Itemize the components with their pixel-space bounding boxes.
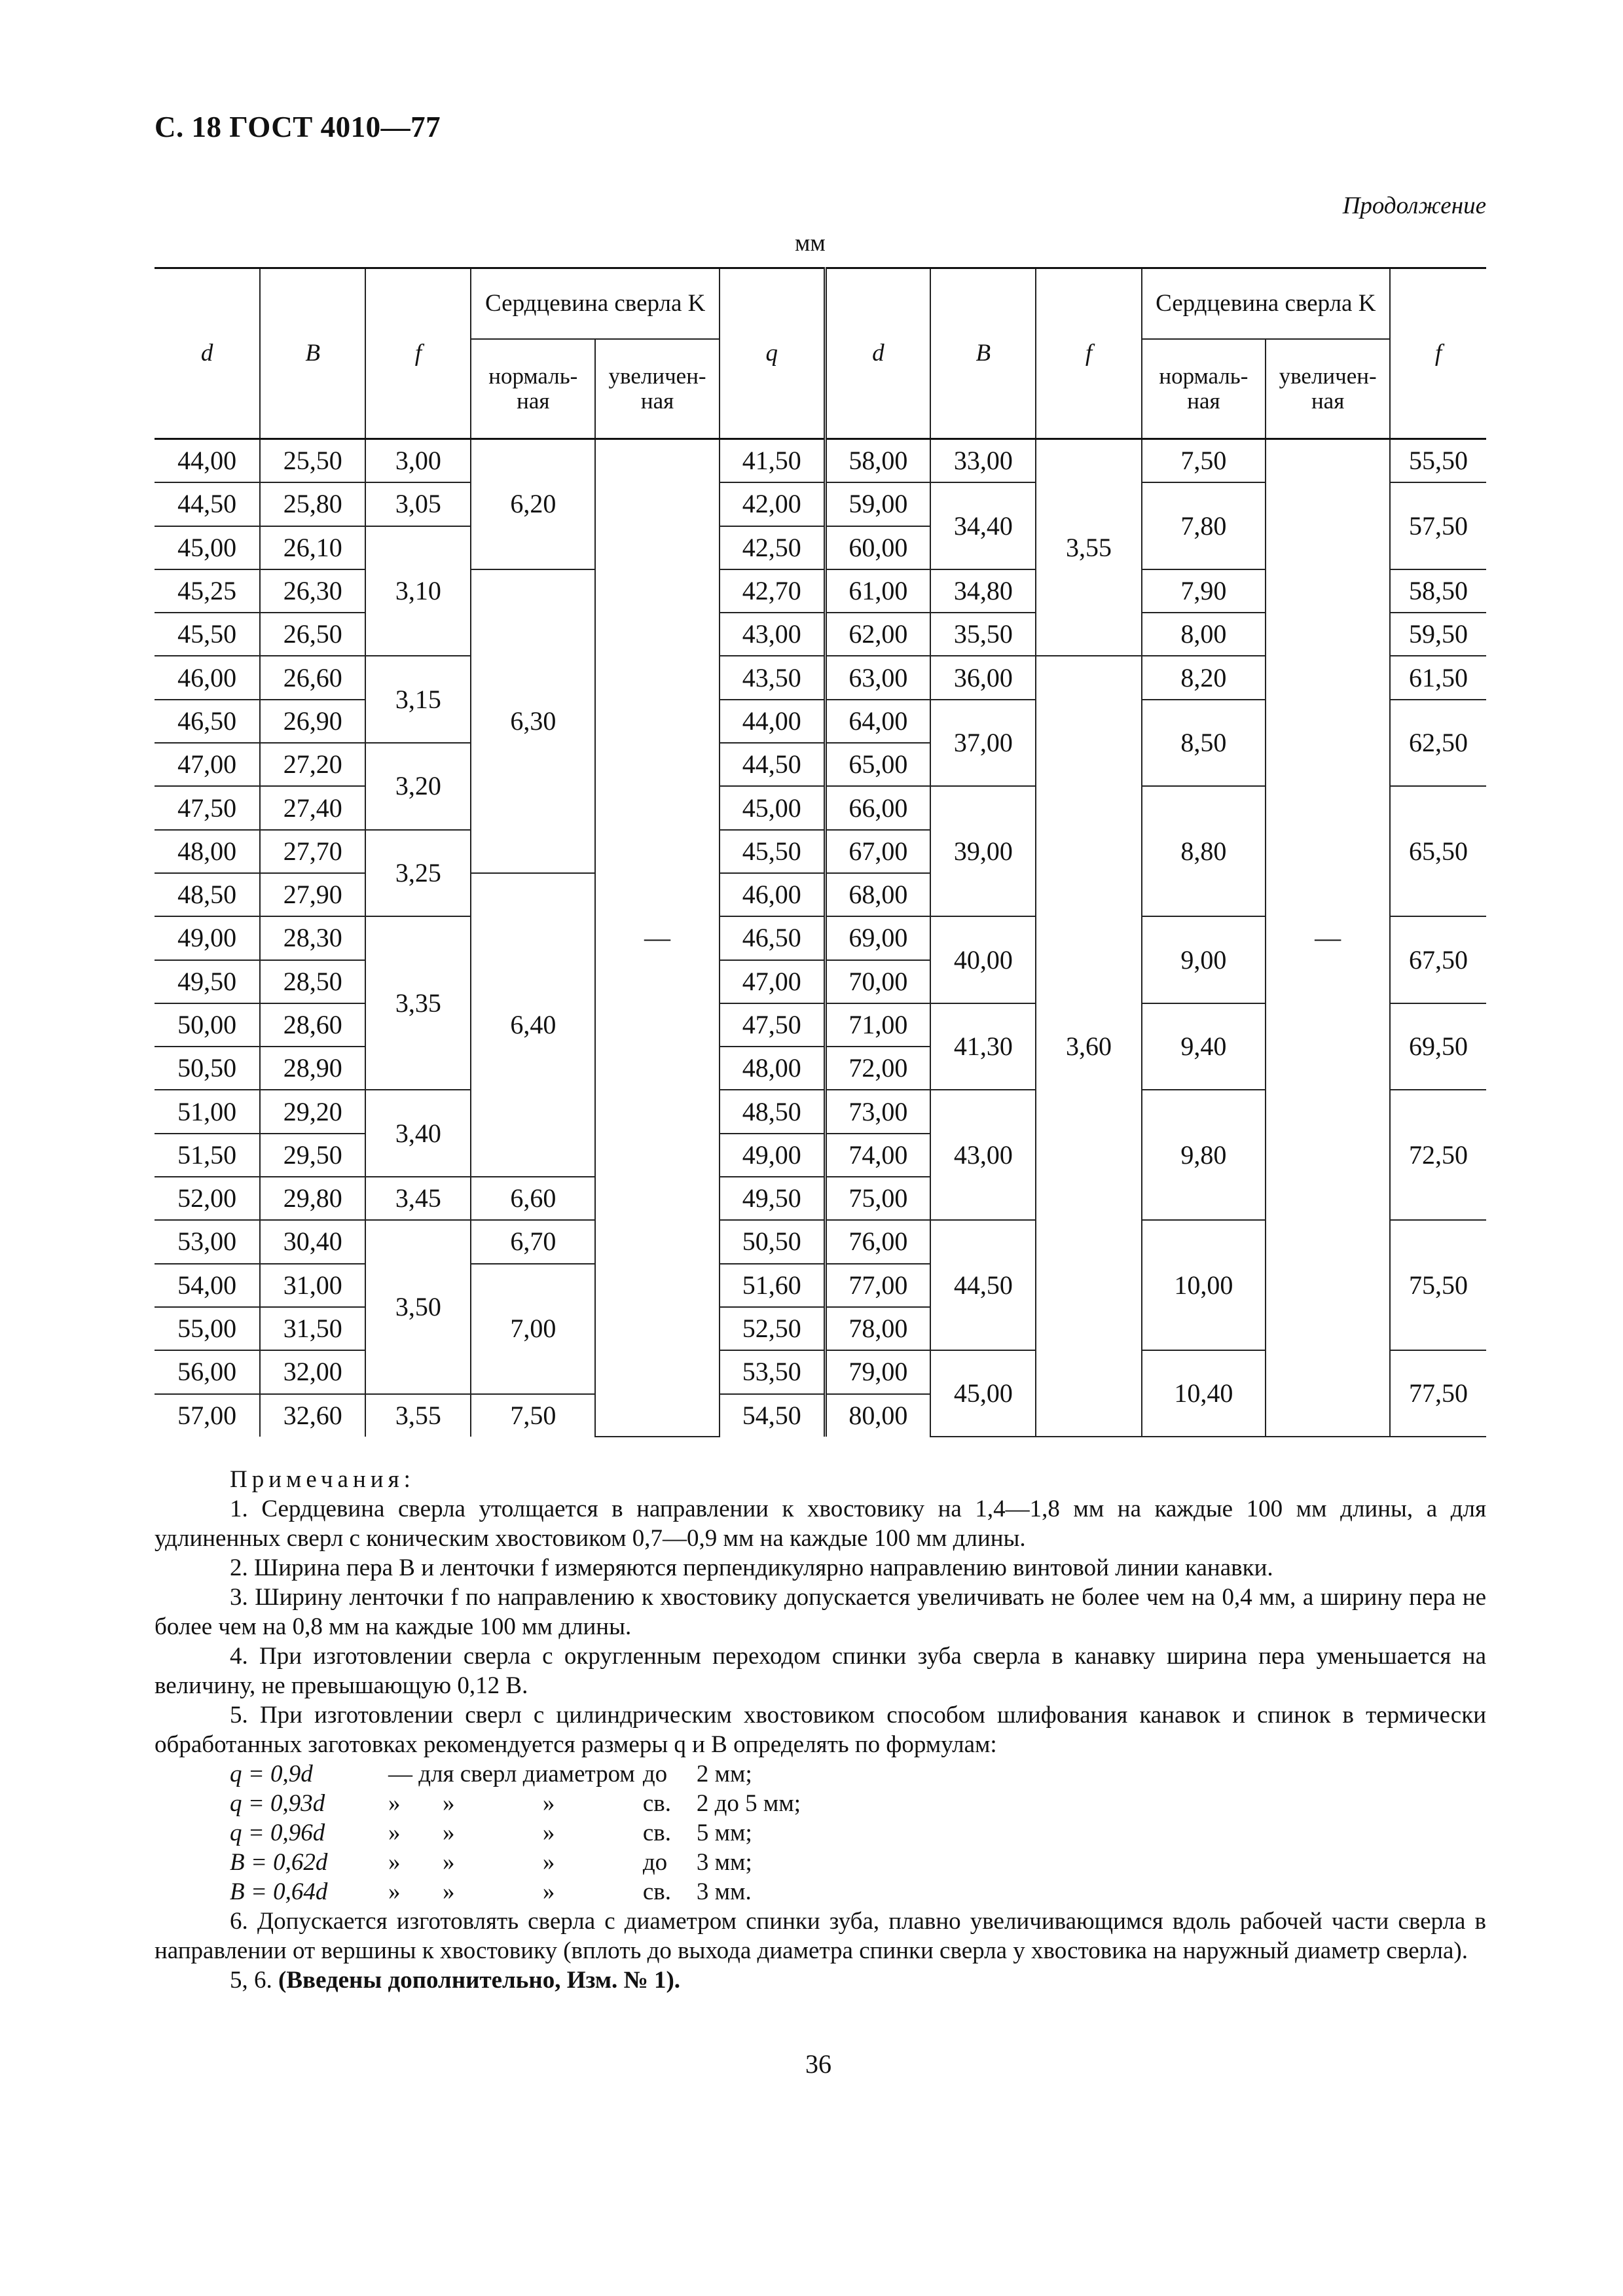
cell-d-right: 76,00 — [825, 1220, 930, 1263]
cell-d: 45,25 — [155, 569, 260, 613]
cell-d: 52,00 — [155, 1177, 260, 1220]
note-4: 4. При изготовлении сверла с округленным переходом спинки зуба сверла в канавку ширина пера уменьшается на величину, не превышающую 0,12 B. — [155, 1643, 1486, 1699]
formula-range: св. — [642, 1878, 672, 1905]
continuation-label: Продолжение — [1342, 192, 1486, 219]
cell-k-normal-right: 7,50 — [1142, 439, 1266, 483]
cell-b: 26,90 — [260, 700, 365, 743]
cell-d: 45,50 — [155, 613, 260, 656]
cell-f2-right: 65,50 — [1390, 786, 1486, 916]
cell-k-normal-right: 7,90 — [1142, 569, 1266, 613]
cell-b: 25,50 — [260, 439, 365, 483]
cell-k-normal: 6,30 — [471, 569, 595, 873]
formula-row — [230, 1789, 809, 1818]
cell-d: 46,00 — [155, 656, 260, 699]
cell-k-normal-right: 8,50 — [1142, 700, 1266, 787]
header-b-right: B — [930, 268, 1036, 439]
formula-range: до — [642, 1849, 668, 1876]
cell-b: 28,30 — [260, 916, 365, 960]
cell-b: 27,90 — [260, 873, 365, 916]
page-number: 36 — [805, 2049, 831, 2079]
cell-d-right: 70,00 — [825, 960, 930, 1003]
drill-dimensions-table — [155, 267, 1486, 1437]
cell-d-right: 69,00 — [825, 916, 930, 960]
cell-d: 50,00 — [155, 1003, 260, 1047]
cell-d-right: 71,00 — [825, 1003, 930, 1047]
cell-q: 53,50 — [720, 1350, 825, 1393]
formula-value: 2 до 5 мм; — [696, 1790, 801, 1817]
cell-f: 3,40 — [365, 1090, 471, 1177]
amendment-note — [155, 1965, 1486, 1995]
cell-q: 47,50 — [720, 1003, 825, 1047]
cell-f2-right: 72,50 — [1390, 1090, 1486, 1220]
table-body — [155, 439, 1486, 1437]
cell-d-right: 62,00 — [825, 613, 930, 656]
cell-d: 47,00 — [155, 743, 260, 786]
cell-b: 26,10 — [260, 526, 365, 569]
cell-b-right: 45,00 — [930, 1350, 1036, 1437]
header-b: B — [260, 268, 365, 439]
cell-b: 29,80 — [260, 1177, 365, 1220]
ditto-mark: » — [388, 1849, 401, 1876]
cell-f: 3,15 — [365, 656, 471, 743]
cell-k-normal-right: 10,00 — [1142, 1220, 1266, 1350]
cell-d-right: 72,00 — [825, 1047, 930, 1090]
note-5: 5. При изготовлении сверл с цилиндрическим хвостовиком способом шлифования канавок и спинок в термически обработанных заготовках рекомендуется размеры q и B определять по формулам: — [155, 1702, 1486, 1758]
header-k-increased-right: увеличен- ная — [1266, 339, 1390, 439]
cell-b: 26,30 — [260, 569, 365, 613]
cell-b-right: 39,00 — [930, 786, 1036, 916]
cell-b: 25,80 — [260, 482, 365, 526]
cell-d: 44,50 — [155, 482, 260, 526]
ditto-mark: » — [542, 1878, 555, 1905]
cell-k-normal-right: 9,00 — [1142, 916, 1266, 1003]
cell-b: 26,50 — [260, 613, 365, 656]
cell-f-right: 3,60 — [1036, 656, 1141, 1436]
cell-k-normal: 6,60 — [471, 1177, 595, 1220]
cell-q: 46,50 — [720, 916, 825, 960]
cell-d: 51,50 — [155, 1134, 260, 1177]
header-d: d — [155, 268, 260, 439]
cell-f2-right: 62,50 — [1390, 700, 1486, 787]
cell-f2-right: 59,50 — [1390, 613, 1486, 656]
formula-value: 3 мм; — [696, 1849, 752, 1876]
ditto-mark: » — [542, 1820, 555, 1846]
ditto-mark: » — [442, 1849, 455, 1876]
header-k-group-right: Сердцевина сверла K — [1142, 268, 1390, 340]
cell-d-right: 75,00 — [825, 1177, 930, 1220]
cell-b-right: 34,40 — [930, 482, 1036, 569]
formula-value: 2 мм; — [696, 1761, 752, 1787]
formula-range: до — [642, 1761, 668, 1787]
cell-b: 31,50 — [260, 1307, 365, 1350]
ditto-mark: » — [542, 1849, 555, 1876]
cell-d: 54,00 — [155, 1264, 260, 1307]
cell-k-increased-right: — — [1266, 439, 1390, 1437]
cell-f: 3,35 — [365, 916, 471, 1090]
cell-k-normal: 6,70 — [471, 1220, 595, 1263]
cell-f: 3,50 — [365, 1220, 471, 1393]
cell-d-right: 79,00 — [825, 1350, 930, 1393]
ditto-mark: » — [542, 1790, 555, 1817]
cell-d: 44,00 — [155, 439, 260, 483]
cell-k-normal-right: 9,40 — [1142, 1003, 1266, 1090]
cell-q: 44,50 — [720, 743, 825, 786]
cell-b: 28,60 — [260, 1003, 365, 1047]
note-6: 6. Допускается изготовлять сверла с диаметром спинки зуба, плавно увеличивающимся вдоль рабочей части сверла в направлении от вершины к хвостовику (вплоть до выхода диаметра спинки сверла у хвостовика на наружный диаметр сверла). — [155, 1908, 1486, 1964]
cell-d: 48,50 — [155, 873, 260, 916]
cell-b: 28,50 — [260, 960, 365, 1003]
cell-q: 42,50 — [720, 526, 825, 569]
cell-f: 3,55 — [365, 1394, 471, 1437]
cell-k-normal: 7,00 — [471, 1264, 595, 1394]
cell-b-right: 37,00 — [930, 700, 1036, 787]
cell-k-normal: 7,50 — [471, 1394, 595, 1437]
formula-value: 3 мм. — [696, 1878, 752, 1905]
cell-b-right: 33,00 — [930, 439, 1036, 483]
formula-row — [230, 1848, 809, 1877]
ditto-mark: » — [442, 1790, 455, 1817]
cell-b: 27,70 — [260, 830, 365, 873]
amendment-text: (Введены дополнительно, Изм. № 1). — [278, 1967, 681, 1994]
cell-k-normal: 6,40 — [471, 873, 595, 1177]
cell-q: 52,50 — [720, 1307, 825, 1350]
cell-b-right: 44,50 — [930, 1220, 1036, 1350]
cell-d-right: 67,00 — [825, 830, 930, 873]
cell-d: 47,50 — [155, 786, 260, 829]
header-d-right: d — [825, 268, 930, 439]
cell-q: 44,00 — [720, 700, 825, 743]
notes-section — [155, 1465, 1486, 1995]
cell-q: 48,00 — [720, 1047, 825, 1090]
cell-f: 3,20 — [365, 743, 471, 830]
cell-b-right: 34,80 — [930, 569, 1036, 613]
cell-d-right: 58,00 — [825, 439, 930, 483]
cell-d-right: 78,00 — [825, 1307, 930, 1350]
cell-d: 57,00 — [155, 1394, 260, 1437]
cell-q: 49,50 — [720, 1177, 825, 1220]
header-q: q — [720, 268, 825, 439]
cell-d: 51,00 — [155, 1090, 260, 1133]
formula-range: св. — [642, 1790, 672, 1817]
cell-b-right: 36,00 — [930, 656, 1036, 699]
cell-k-normal-right: 7,80 — [1142, 482, 1266, 569]
cell-d-right: 64,00 — [825, 700, 930, 743]
header-k-normal: нормаль- ная — [471, 339, 595, 439]
cell-d: 48,00 — [155, 830, 260, 873]
cell-d: 49,00 — [155, 916, 260, 960]
cell-b: 26,60 — [260, 656, 365, 699]
cell-q: 48,50 — [720, 1090, 825, 1133]
formula-row — [230, 1877, 809, 1907]
cell-d-right: 60,00 — [825, 526, 930, 569]
formula-range: св. — [642, 1820, 672, 1846]
cell-d-right: 74,00 — [825, 1134, 930, 1177]
cell-f: 3,45 — [365, 1177, 471, 1220]
cell-q: 54,50 — [720, 1394, 825, 1437]
cell-d: 55,00 — [155, 1307, 260, 1350]
cell-d: 45,00 — [155, 526, 260, 569]
cell-d-right: 59,00 — [825, 482, 930, 526]
amendment-prefix: 5, 6. — [230, 1967, 272, 1994]
formula: q = 0,9d — [230, 1761, 313, 1787]
cell-d-right: 66,00 — [825, 786, 930, 829]
cell-b: 29,20 — [260, 1090, 365, 1133]
cell-f2-right: 57,50 — [1390, 482, 1486, 569]
ditto-mark: » — [388, 1790, 401, 1817]
cell-q: 47,00 — [720, 960, 825, 1003]
header-k-group: Сердцевина сверла K — [471, 268, 719, 340]
note-1: 1. Сердцевина сверла утолщается в направлении к хвостовику на 1,4—1,8 мм на каждые 100 мм длины, а для удлиненных сверл с коническим хвостовиком 0,7—0,9 мм на каждые 100 мм длины. — [155, 1496, 1486, 1552]
ditto-mark: » — [388, 1878, 401, 1905]
units-label: мм — [795, 230, 826, 257]
cell-f2-right: 69,50 — [1390, 1003, 1486, 1090]
formula-row — [230, 1818, 809, 1848]
cell-q: 43,50 — [720, 656, 825, 699]
cell-f2-right: 67,50 — [1390, 916, 1486, 1003]
cell-k-normal-right: 8,80 — [1142, 786, 1266, 916]
cell-q: 42,70 — [720, 569, 825, 613]
cell-d-right: 73,00 — [825, 1090, 930, 1133]
formula-row — [230, 1759, 809, 1789]
cell-b-right: 43,00 — [930, 1090, 1036, 1220]
cell-f2-right: 55,50 — [1390, 439, 1486, 483]
formula: q = 0,93d — [230, 1790, 325, 1817]
cell-b: 31,00 — [260, 1264, 365, 1307]
cell-q: 45,50 — [720, 830, 825, 873]
cell-d: 50,50 — [155, 1047, 260, 1090]
header-k-increased: увеличен- ная — [595, 339, 720, 439]
cell-d: 56,00 — [155, 1350, 260, 1393]
cell-q: 46,00 — [720, 873, 825, 916]
ditto-mark: » — [442, 1820, 455, 1846]
cell-d: 46,50 — [155, 700, 260, 743]
cell-d-right: 80,00 — [825, 1394, 930, 1437]
cell-f: 3,00 — [365, 439, 471, 483]
cell-d: 49,50 — [155, 960, 260, 1003]
cell-d-right: 77,00 — [825, 1264, 930, 1307]
cell-d-right: 65,00 — [825, 743, 930, 786]
cell-f2-right: 77,50 — [1390, 1350, 1486, 1437]
cell-q: 50,50 — [720, 1220, 825, 1263]
cell-b: 28,90 — [260, 1047, 365, 1090]
cell-k-normal-right: 8,20 — [1142, 656, 1266, 699]
cell-b-right: 40,00 — [930, 916, 1036, 1003]
cell-b: 29,50 — [260, 1134, 365, 1177]
cell-q: 49,00 — [720, 1134, 825, 1177]
cell-d: 53,00 — [155, 1220, 260, 1263]
cell-q: 45,00 — [720, 786, 825, 829]
cell-b: 32,60 — [260, 1394, 365, 1437]
cell-d-right: 63,00 — [825, 656, 930, 699]
cell-b: 32,00 — [260, 1350, 365, 1393]
cell-f: 3,25 — [365, 830, 471, 917]
header-k-normal-right: нормаль- ная — [1142, 339, 1266, 439]
cell-f-right: 3,55 — [1036, 439, 1141, 656]
cell-k-normal-right: 9,80 — [1142, 1090, 1266, 1220]
header-f2-right: f — [1390, 268, 1486, 439]
cell-f: 3,10 — [365, 526, 471, 656]
formula: q = 0,96d — [230, 1820, 325, 1846]
cell-f2-right: 75,50 — [1390, 1220, 1486, 1350]
cell-k-normal: 6,20 — [471, 439, 595, 569]
cell-q: 51,60 — [720, 1264, 825, 1307]
cell-q: 42,00 — [720, 482, 825, 526]
cell-k-normal-right: 10,40 — [1142, 1350, 1266, 1437]
note-2: 2. Ширина пера B и ленточки f измеряются перпендикулярно направлению винтовой линии канавки. — [230, 1554, 1273, 1581]
formula-value: 5 мм; — [696, 1820, 752, 1846]
ditto-mark: » — [442, 1878, 455, 1905]
table-row — [155, 439, 1486, 483]
cell-q: 43,00 — [720, 613, 825, 656]
cell-f2-right: 61,50 — [1390, 656, 1486, 699]
formula: B = 0,62d — [230, 1849, 328, 1876]
cell-k-increased: — — [595, 439, 720, 1437]
cell-b: 27,40 — [260, 786, 365, 829]
page-title: С. 18 ГОСТ 4010—77 — [155, 111, 441, 143]
header-f-right: f — [1036, 268, 1141, 439]
note-3: 3. Ширину ленточки f по направлению к хвостовику допускается увеличивать не более чем на 0,4 мм, а ширину пера не более чем на 0,8 мм на каждые 100 мм длины. — [155, 1584, 1486, 1640]
ditto-mark: » — [388, 1820, 401, 1846]
formula: B = 0,64d — [230, 1878, 328, 1905]
cell-f2-right: 58,50 — [1390, 569, 1486, 613]
cell-d-right: 68,00 — [825, 873, 930, 916]
cell-b-right: 35,50 — [930, 613, 1036, 656]
cell-b-right: 41,30 — [930, 1003, 1036, 1090]
cell-d-right: 61,00 — [825, 569, 930, 613]
formula-text: — для сверл диаметром — [388, 1761, 635, 1787]
notes-heading: Примечания: — [230, 1466, 415, 1493]
formula-table — [230, 1759, 809, 1907]
header-f: f — [365, 268, 471, 439]
cell-b: 27,20 — [260, 743, 365, 786]
cell-q: 41,50 — [720, 439, 825, 483]
cell-f: 3,05 — [365, 482, 471, 526]
cell-k-normal-right: 8,00 — [1142, 613, 1266, 656]
cell-b: 30,40 — [260, 1220, 365, 1263]
